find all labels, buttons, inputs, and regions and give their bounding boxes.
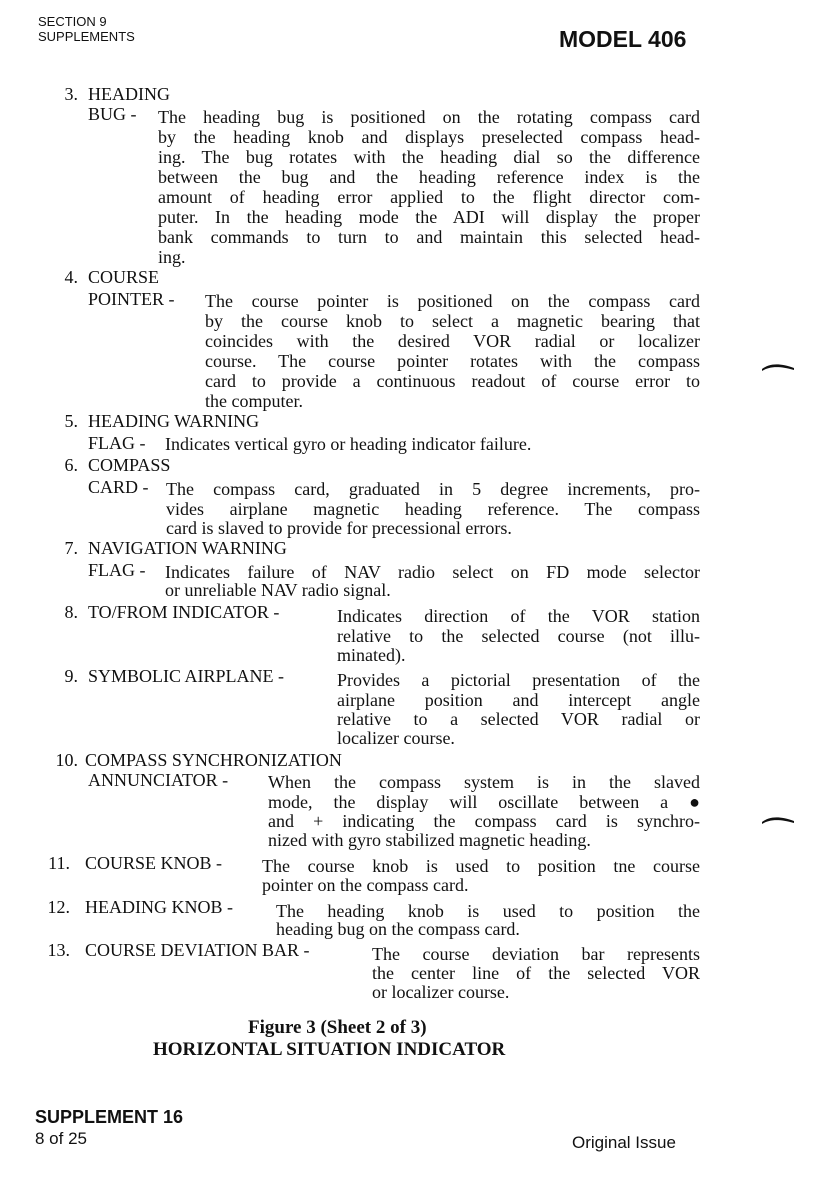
item-line: Provides a pictorial presentation of the: [337, 670, 700, 690]
item-line: ing. The bug rotates with the heading dial so the difference: [158, 147, 700, 167]
item-line: The heading bug is positioned on the rotating compass card: [158, 107, 700, 127]
issue-label: Original Issue: [572, 1133, 676, 1152]
item-line: When the compass system is in the slaved: [268, 772, 700, 792]
item-number: 10.: [55, 750, 78, 770]
item-term: POINTER -: [88, 289, 175, 309]
item-line: Indicates direction of the VOR station: [337, 606, 700, 626]
item-line: the center line of the selected VOR: [372, 963, 700, 983]
item-term: ANNUNCIATOR -: [88, 770, 229, 790]
item-line: relative to the selected course (not illu-: [337, 626, 700, 646]
item-line: amount of heading error applied to the flight director com-: [158, 187, 700, 207]
figure-caption: Figure 3 (Sheet 2 of 3): [248, 1017, 427, 1038]
item-term: COURSE KNOB -: [85, 853, 223, 873]
revision-bar-icon: [760, 813, 796, 827]
item-number: 9.: [64, 666, 78, 686]
item-line: by the heading knob and displays preselected compass head-: [158, 127, 700, 147]
item-term: TO/FROM INDICATOR -: [88, 602, 280, 622]
item-number: 8.: [64, 602, 78, 622]
item-title: HEADING WARNING: [88, 411, 260, 431]
item-title: HEADING: [88, 84, 170, 104]
item-line: coincides with the desired VOR radial or localizer: [205, 331, 700, 351]
item-line: by the course knob to select a magnetic bearing that: [205, 311, 700, 331]
item-line: heading bug on the compass card.: [276, 919, 520, 939]
revision-bar-icon: [760, 360, 796, 374]
item-number: 3.: [64, 84, 78, 104]
item-line: the computer.: [205, 391, 303, 411]
item-line: card is slaved to provide for precessional errors.: [166, 518, 512, 538]
page-number: 8 of 25: [35, 1129, 87, 1148]
item-number: 4.: [64, 267, 78, 287]
item-line: pointer on the compass card.: [262, 875, 469, 895]
item-term: FLAG -: [88, 433, 146, 453]
item-line: The compass card, graduated in 5 degree increments, pro-: [166, 479, 700, 499]
item-line: Indicates vertical gyro or heading indicator failure.: [165, 434, 532, 454]
supplement-number: SUPPLEMENT 16: [35, 1107, 184, 1127]
item-line: or unreliable NAV radio signal.: [165, 580, 391, 600]
item-line: minated).: [337, 645, 406, 665]
item-line: puter. In the heading mode the ADI will display the proper: [158, 207, 700, 227]
item-number: 11.: [48, 853, 70, 873]
item-title: NAVIGATION WARNING: [88, 538, 287, 558]
item-line: relative to a selected VOR radial or: [337, 709, 700, 729]
item-line: The heading knob is used to position the: [276, 901, 700, 921]
item-number: 5.: [64, 411, 78, 431]
item-title: COMPASS SYNCHRONIZATION: [85, 750, 342, 770]
item-line: mode, the display will oscillate between a ●: [268, 792, 700, 812]
item-line: card to provide a continuous readout of course error to: [205, 371, 700, 391]
section-label: SECTION 9: [38, 14, 107, 29]
item-line: The course knob is used to position tne course: [262, 856, 700, 876]
item-term: CARD -: [88, 477, 149, 497]
figure-title: HORIZONTAL SITUATION INDICATOR: [153, 1039, 506, 1060]
model-title: MODEL 406: [559, 26, 687, 52]
item-term: BUG -: [88, 104, 137, 124]
item-title: COURSE: [88, 267, 160, 287]
item-term: FLAG -: [88, 560, 146, 580]
item-line: ing.: [158, 247, 186, 267]
item-term: SYMBOLIC AIRPLANE -: [88, 666, 285, 686]
item-number: 12.: [47, 897, 70, 917]
item-line: The course pointer is positioned on the compass card: [205, 291, 700, 311]
item-term: COURSE DEVIATION BAR -: [85, 940, 310, 960]
item-number: 6.: [64, 455, 78, 475]
item-number: 13.: [47, 940, 70, 960]
item-line: Indicates failure of NAV radio select on FD mode selector: [165, 562, 700, 582]
item-number: 7.: [64, 538, 78, 558]
supplements-label: SUPPLEMENTS: [38, 29, 135, 44]
section-header: [38, 14, 135, 44]
item-line: bank commands to turn to and maintain this selected head-: [158, 227, 700, 247]
item-line: nized with gyro stabilized magnetic heading.: [268, 830, 591, 850]
item-line: course. The course pointer rotates with the compass: [205, 351, 700, 371]
item-line: vides airplane magnetic heading reference. The compass: [166, 499, 700, 519]
item-line: or localizer course.: [372, 982, 510, 1002]
item-line: between the bug and the heading reference index is the: [158, 167, 700, 187]
item-title: COMPASS: [88, 455, 171, 475]
item-line: localizer course.: [337, 728, 455, 748]
item-line: and + indicating the compass card is synchro-: [268, 811, 700, 831]
item-term: HEADING KNOB -: [85, 897, 233, 917]
item-line: The course deviation bar represents: [372, 944, 700, 964]
item-line: airplane position and intercept angle: [337, 690, 700, 710]
